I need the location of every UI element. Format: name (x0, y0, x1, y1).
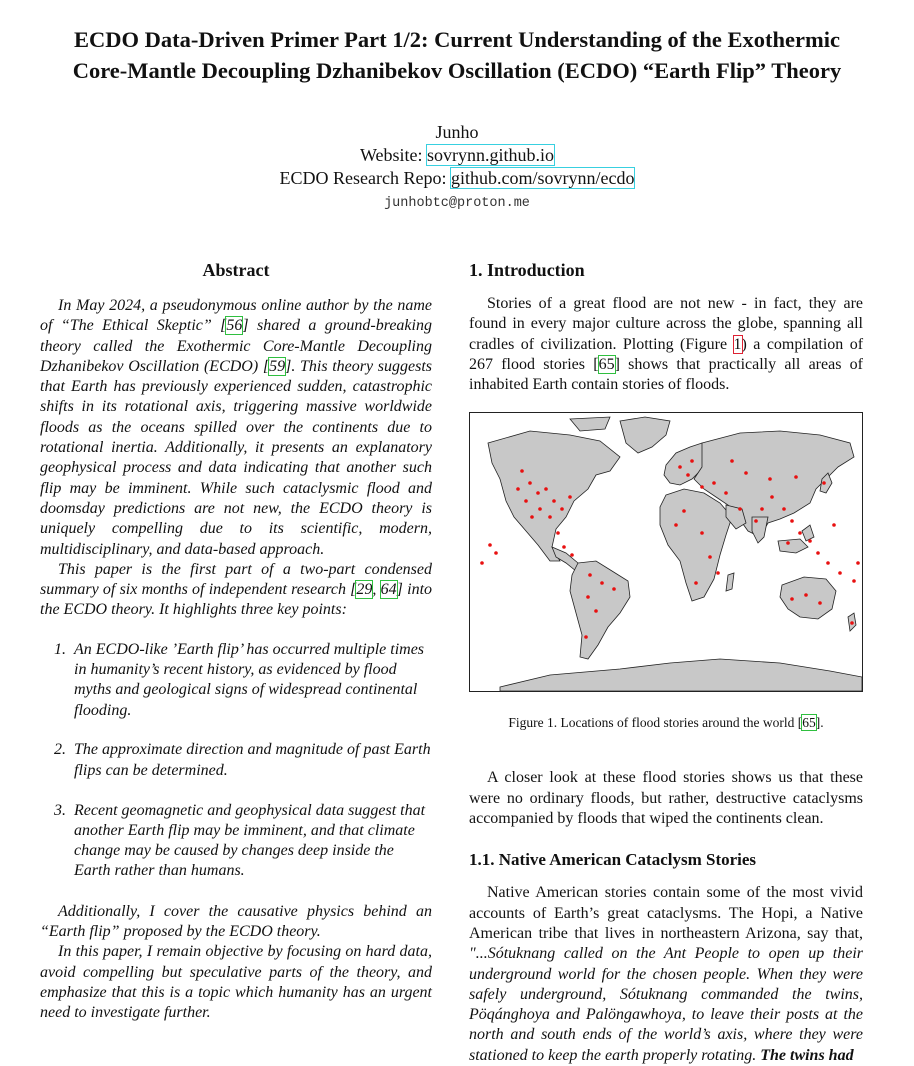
citation-29[interactable]: 29 (356, 581, 373, 599)
abstract-paragraph-1: In May 2024, a pseudonymous online author by the name of “The Ethical Skeptic” [56] shared a ground-breaking theory called the Exothermic Core-Mantle Decoupling Dzhanibekov Oscillation (ECDO) [59]. This theory suggests that Earth has previously experienced sudden, catastrophic shifts in its rotational axis, triggering massive worldwide floods as the oceans spilled over the continents due to rotational inertia. Additionally, it presents an explanatory geophysical process and data indicating that another such flip may be imminent. While such cataclysmic flood and doomsday predictions are not new, the ECDO theory is uniquely compelling due to its scientific, modern, multidisciplinary, and data-based approach. (40, 297, 433, 558)
repo-link[interactable]: github.com/sovrynn/ecdo (450, 168, 635, 188)
website-link[interactable]: sovrynn.github.io (427, 145, 555, 165)
section-heading-native-american: 1.1. Native American Cataclysm Stories (469, 850, 757, 870)
abstract-paragraph-4: In this paper, I remain objective by focusing on hard data, avoid compelling but speculative parts of the theory, and emphasize that this is a topic which humanity has an urgent need to investigate further. (40, 943, 432, 1022)
hopi-quote-bold: The twins had (760, 1046, 854, 1064)
author-email: junhobtc@proton.me (384, 196, 530, 211)
key-points-list (40, 640, 432, 882)
body-column (469, 258, 863, 1066)
caption-period: . (820, 715, 824, 731)
abstract-p1-text-a: In May 2024, a pseudonymous online author by the name of “The Ethical Skeptic” (40, 297, 432, 335)
title-line-1: ECDO Data-Driven Primer Part 1/2: Current Understanding of the Exothermic (74, 27, 840, 52)
abstract-p2-text-a: This paper is the first part of a two-part condensed summary of six months of independent research (40, 560, 432, 599)
website-label: Website: (359, 145, 423, 165)
caption-citation-65[interactable]: 65 (802, 715, 816, 731)
intro-p1-text-b: ) a compilation of 267 flood stories (469, 335, 864, 373)
paper-title (20, 24, 894, 86)
website-line (0, 144, 914, 167)
citation-56[interactable]: 56 (226, 317, 243, 335)
figure-caption: Figure 1. Locations of flood stories around the world [65]. (508, 715, 824, 731)
key-point: 1. An ECDO-like ’Earth flip’ has occurred multiple times in humanity’s recent history, as evidenced by flood myths and geological signs of widespread continental flooding. (70, 640, 432, 721)
figure-ref-1[interactable]: 1 (733, 335, 742, 353)
abstract-p1-text-c: . This theory suggests that Earth has previously experienced sudden, catastrophic shifts in its rotational axis, triggering massive worldwide floods as the oceans spilled over the continents due to rotational inertia. Additionally, it presents an explanatory geophysical process and data indicating that another such flip may be imminent. While such cataclysmic flood and doomsday predictions are not new, the ECDO theory is uniquely compelling due to its scientific, modern, multidisciplinary, and data-based approach. (40, 357, 433, 558)
citation-65[interactable]: 65 (598, 355, 615, 373)
native-paragraph-1 (469, 883, 863, 1066)
intro-paragraph-2: A closer look at these flood stories shows us that these were no ordinary floods, but rather, destructive cataclysms accompanied by floods that wiped the continents clean. (469, 769, 863, 828)
world-map-image (470, 413, 862, 691)
flood-map-figure (469, 412, 863, 692)
abstract-paragraph-3: Additionally, I cover the causative physics behind an “Earth flip” proposed by the ECDO theory. (40, 902, 432, 941)
repo-line (0, 167, 914, 190)
abstract-p2-text-b: into the ECDO theory. It highlights three key points: (40, 581, 433, 619)
abstract-paragraph-2: This paper is the first part of a two-part condensed summary of six months of independent research [29, 64] into the ECDO theory. It highlights three key points: (40, 560, 433, 619)
intro-paragraph-1: Stories of a great flood are not new - in fact, they are found in every major culture across the globe, spanning all cradles of civilization. Plotting (Figure 1) a compilation of 267 flood stories [65] shows that practically all areas of inhabited Earth contain stories of floods. (469, 295, 864, 394)
intro-p1-text-c: shows that practically all areas of inhabited Earth contain stories of floods. (469, 355, 863, 394)
title-line-2: Core-Mantle Decoupling Dzhanibekov Oscillation (ECDO) “Earth Flip” Theory (72, 58, 842, 83)
section-heading-introduction: 1. Introduction (469, 260, 585, 280)
native-p1-text: Native American stories contain some of the most vivid accounts of Earth’s great cataclysms. The Hopi, a Native American tribe that lives in northeastern Arizona, say that, (469, 884, 863, 942)
key-point: 2. The approximate direction and magnitude of past Earth flips can be determined. (70, 740, 432, 781)
key-point: 3. Recent geomagnetic and geophysical data suggest that another Earth flip may be imminent, and that climate change may be caused by changes deep inside the Earth rather than humans. (70, 801, 432, 882)
abstract-heading: Abstract (202, 260, 270, 280)
caption-text: Figure 1. Locations of flood stories around the world (508, 715, 795, 731)
author-name: Junho (435, 122, 479, 142)
abstract-p1-text-b: shared a ground-breaking theory called the Exothermic Core-Mantle Decoupling Dzhanibekov Oscillation (ECDO) (40, 317, 432, 375)
repo-label: ECDO Research Repo: (279, 168, 447, 188)
abstract-column (40, 258, 432, 1024)
intro-p1-text-a: Stories of a great flood are not new - in fact, they are found in every major culture across the globe, spanning all cradles of civilization. Plotting (Figure (469, 295, 863, 353)
citation-59[interactable]: 59 (269, 357, 286, 375)
hopi-quote: "...Sótuknang called on the Ant People to open up their underground world for the chosen people. When they were safely underground, Sótuknang commanded the twins, Pöqánghoya and Palöngawhoya, to leave their posts at the north and south ends of the world’s axis, where they were stationed to keep the earth properly rotating. (469, 945, 863, 1064)
author-block (0, 121, 914, 215)
citation-64[interactable]: 64 (380, 581, 397, 599)
